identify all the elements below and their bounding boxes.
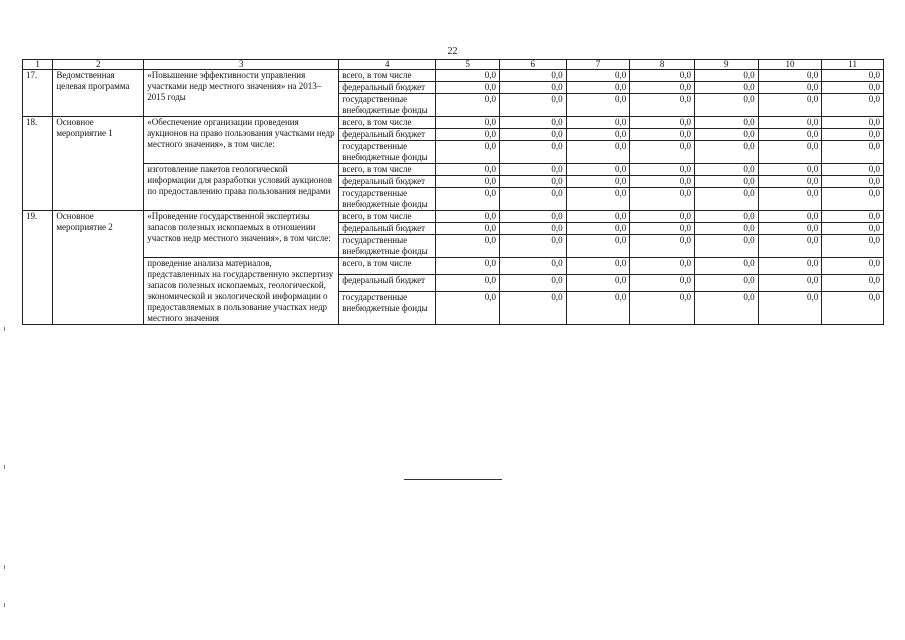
value-cell: 0,0 bbox=[758, 141, 822, 164]
value-cell: 0,0 bbox=[694, 235, 758, 258]
column-number: 4 bbox=[339, 60, 436, 70]
value-cell: 0,0 bbox=[758, 258, 822, 275]
value-cell: 0,0 bbox=[758, 164, 822, 176]
value-cell: 0,0 bbox=[822, 94, 884, 117]
value-cell: 0,0 bbox=[822, 176, 884, 188]
scan-mark bbox=[4, 603, 5, 607]
value-cell: 0,0 bbox=[566, 211, 630, 223]
funding-source: государственные внебюджетные фонды bbox=[339, 235, 436, 258]
column-number: 2 bbox=[53, 60, 144, 70]
value-cell: 0,0 bbox=[499, 211, 566, 223]
value-cell: 0,0 bbox=[630, 164, 695, 176]
value-cell: 0,0 bbox=[566, 94, 630, 117]
value-cell: 0,0 bbox=[499, 94, 566, 117]
value-cell: 0,0 bbox=[499, 70, 566, 82]
value-cell: 0,0 bbox=[822, 164, 884, 176]
value-cell: 0,0 bbox=[630, 235, 695, 258]
value-cell: 0,0 bbox=[822, 258, 884, 275]
funding-source: федеральный бюджет bbox=[339, 223, 436, 235]
column-number: 7 bbox=[566, 60, 630, 70]
column-number-row bbox=[23, 60, 884, 70]
value-cell: 0,0 bbox=[822, 188, 884, 211]
value-cell: 0,0 bbox=[499, 117, 566, 129]
value-cell: 0,0 bbox=[630, 141, 695, 164]
row-number: 19. bbox=[23, 211, 53, 325]
value-cell: 0,0 bbox=[694, 70, 758, 82]
funding-source: всего, в том числе bbox=[339, 211, 436, 223]
funding-source: государственные внебюджетные фонды bbox=[339, 94, 436, 117]
value-cell: 0,0 bbox=[822, 129, 884, 141]
value-cell: 0,0 bbox=[499, 292, 566, 325]
value-cell: 0,0 bbox=[499, 141, 566, 164]
funding-source: федеральный бюджет bbox=[339, 82, 436, 94]
value-cell: 0,0 bbox=[694, 258, 758, 275]
value-cell: 0,0 bbox=[758, 211, 822, 223]
value-cell: 0,0 bbox=[694, 164, 758, 176]
program-name: «Обеспечение организации проведения аукционов на право пользования участками недр местного значения», в том числе: bbox=[144, 117, 339, 164]
funding-source: государственные внебюджетные фонды bbox=[339, 292, 436, 325]
value-cell: 0,0 bbox=[436, 292, 500, 325]
value-cell: 0,0 bbox=[630, 70, 695, 82]
scan-mark bbox=[4, 565, 5, 569]
program-name: «Проведение государственной экспертизы запасов полезных ископаемых в отношении участков недр местного значения», в том числе: bbox=[144, 211, 339, 258]
value-cell: 0,0 bbox=[499, 223, 566, 235]
value-cell: 0,0 bbox=[630, 211, 695, 223]
value-cell: 0,0 bbox=[758, 129, 822, 141]
value-cell: 0,0 bbox=[436, 129, 500, 141]
value-cell: 0,0 bbox=[566, 292, 630, 325]
program-name: «Повышение эффективности управления участками недр местного значения» на 2013–2015 годы bbox=[144, 70, 339, 117]
value-cell: 0,0 bbox=[822, 211, 884, 223]
table-row bbox=[23, 258, 884, 275]
value-cell: 0,0 bbox=[630, 292, 695, 325]
value-cell: 0,0 bbox=[436, 275, 500, 292]
value-cell: 0,0 bbox=[694, 129, 758, 141]
column-number: 1 bbox=[23, 60, 53, 70]
value-cell: 0,0 bbox=[436, 223, 500, 235]
value-cell: 0,0 bbox=[436, 141, 500, 164]
value-cell: 0,0 bbox=[630, 275, 695, 292]
funding-source: федеральный бюджет bbox=[339, 275, 436, 292]
column-number: 9 bbox=[694, 60, 758, 70]
table-row bbox=[23, 117, 884, 129]
value-cell: 0,0 bbox=[630, 129, 695, 141]
value-cell: 0,0 bbox=[758, 275, 822, 292]
column-number: 10 bbox=[758, 60, 822, 70]
value-cell: 0,0 bbox=[436, 188, 500, 211]
funding-source: федеральный бюджет bbox=[339, 129, 436, 141]
value-cell: 0,0 bbox=[758, 292, 822, 325]
value-cell: 0,0 bbox=[630, 258, 695, 275]
value-cell: 0,0 bbox=[694, 292, 758, 325]
value-cell: 0,0 bbox=[694, 275, 758, 292]
value-cell: 0,0 bbox=[758, 176, 822, 188]
value-cell: 0,0 bbox=[822, 117, 884, 129]
value-cell: 0,0 bbox=[436, 235, 500, 258]
value-cell: 0,0 bbox=[822, 70, 884, 82]
value-cell: 0,0 bbox=[630, 188, 695, 211]
program-type: Ведомственная целевая программа bbox=[53, 70, 144, 117]
funding-source: всего, в том числе bbox=[339, 164, 436, 176]
value-cell: 0,0 bbox=[566, 235, 630, 258]
value-cell: 0,0 bbox=[758, 188, 822, 211]
column-number: 11 bbox=[822, 60, 884, 70]
value-cell: 0,0 bbox=[566, 141, 630, 164]
value-cell: 0,0 bbox=[822, 141, 884, 164]
value-cell: 0,0 bbox=[436, 94, 500, 117]
scan-mark bbox=[4, 327, 5, 331]
value-cell: 0,0 bbox=[694, 176, 758, 188]
funding-source: всего, в том числе bbox=[339, 70, 436, 82]
value-cell: 0,0 bbox=[758, 82, 822, 94]
value-cell: 0,0 bbox=[694, 211, 758, 223]
funding-source: всего, в том числе bbox=[339, 117, 436, 129]
value-cell: 0,0 bbox=[758, 117, 822, 129]
value-cell: 0,0 bbox=[499, 275, 566, 292]
column-number: 3 bbox=[144, 60, 339, 70]
funding-source: государственные внебюджетные фонды bbox=[339, 188, 436, 211]
value-cell: 0,0 bbox=[436, 258, 500, 275]
budget-table bbox=[22, 59, 884, 325]
value-cell: 0,0 bbox=[436, 211, 500, 223]
value-cell: 0,0 bbox=[758, 235, 822, 258]
value-cell: 0,0 bbox=[499, 188, 566, 211]
value-cell: 0,0 bbox=[822, 235, 884, 258]
funding-source: всего, в том числе bbox=[339, 258, 436, 275]
row-number: 17. bbox=[23, 70, 53, 117]
value-cell: 0,0 bbox=[694, 117, 758, 129]
funding-source: государственные внебюджетные фонды bbox=[339, 141, 436, 164]
value-cell: 0,0 bbox=[566, 176, 630, 188]
value-cell: 0,0 bbox=[758, 94, 822, 117]
value-cell: 0,0 bbox=[822, 223, 884, 235]
value-cell: 0,0 bbox=[436, 117, 500, 129]
value-cell: 0,0 bbox=[566, 70, 630, 82]
value-cell: 0,0 bbox=[566, 82, 630, 94]
value-cell: 0,0 bbox=[566, 117, 630, 129]
value-cell: 0,0 bbox=[630, 223, 695, 235]
column-number: 6 bbox=[499, 60, 566, 70]
sub-activity-name: изготовление пакетов геологической информации для разработки условий аукционов по предоставлению права пользования недрами bbox=[144, 164, 339, 211]
value-cell: 0,0 bbox=[694, 188, 758, 211]
value-cell: 0,0 bbox=[499, 235, 566, 258]
row-number: 18. bbox=[23, 117, 53, 211]
value-cell: 0,0 bbox=[630, 117, 695, 129]
value-cell: 0,0 bbox=[436, 164, 500, 176]
value-cell: 0,0 bbox=[758, 223, 822, 235]
value-cell: 0,0 bbox=[630, 176, 695, 188]
table-row bbox=[23, 164, 884, 176]
footer-rule bbox=[404, 479, 502, 480]
value-cell: 0,0 bbox=[436, 70, 500, 82]
table-row bbox=[23, 211, 884, 223]
value-cell: 0,0 bbox=[566, 188, 630, 211]
value-cell: 0,0 bbox=[499, 258, 566, 275]
program-type: Основное мероприятие 1 bbox=[53, 117, 144, 211]
table-row bbox=[23, 70, 884, 82]
value-cell: 0,0 bbox=[694, 141, 758, 164]
scan-mark bbox=[4, 465, 5, 469]
value-cell: 0,0 bbox=[499, 129, 566, 141]
program-type: Основное мероприятие 2 bbox=[53, 211, 144, 325]
value-cell: 0,0 bbox=[566, 258, 630, 275]
value-cell: 0,0 bbox=[566, 275, 630, 292]
value-cell: 0,0 bbox=[630, 94, 695, 117]
value-cell: 0,0 bbox=[499, 176, 566, 188]
value-cell: 0,0 bbox=[822, 275, 884, 292]
value-cell: 0,0 bbox=[694, 223, 758, 235]
value-cell: 0,0 bbox=[758, 70, 822, 82]
value-cell: 0,0 bbox=[436, 82, 500, 94]
value-cell: 0,0 bbox=[630, 82, 695, 94]
value-cell: 0,0 bbox=[499, 164, 566, 176]
column-number: 8 bbox=[630, 60, 695, 70]
value-cell: 0,0 bbox=[566, 164, 630, 176]
column-number: 5 bbox=[436, 60, 500, 70]
page-number: 22 bbox=[447, 46, 458, 57]
value-cell: 0,0 bbox=[822, 82, 884, 94]
funding-source: федеральный бюджет bbox=[339, 176, 436, 188]
value-cell: 0,0 bbox=[566, 223, 630, 235]
value-cell: 0,0 bbox=[566, 129, 630, 141]
value-cell: 0,0 bbox=[822, 292, 884, 325]
value-cell: 0,0 bbox=[694, 82, 758, 94]
value-cell: 0,0 bbox=[694, 94, 758, 117]
sub-activity-name: проведение анализа материалов, представленных на государственную экспертизу запасов полезных ископаемых, геологической, экономической и экологической информации о предоставляемых в пользование участках недр местного значения bbox=[144, 258, 339, 325]
value-cell: 0,0 bbox=[499, 82, 566, 94]
value-cell: 0,0 bbox=[436, 176, 500, 188]
